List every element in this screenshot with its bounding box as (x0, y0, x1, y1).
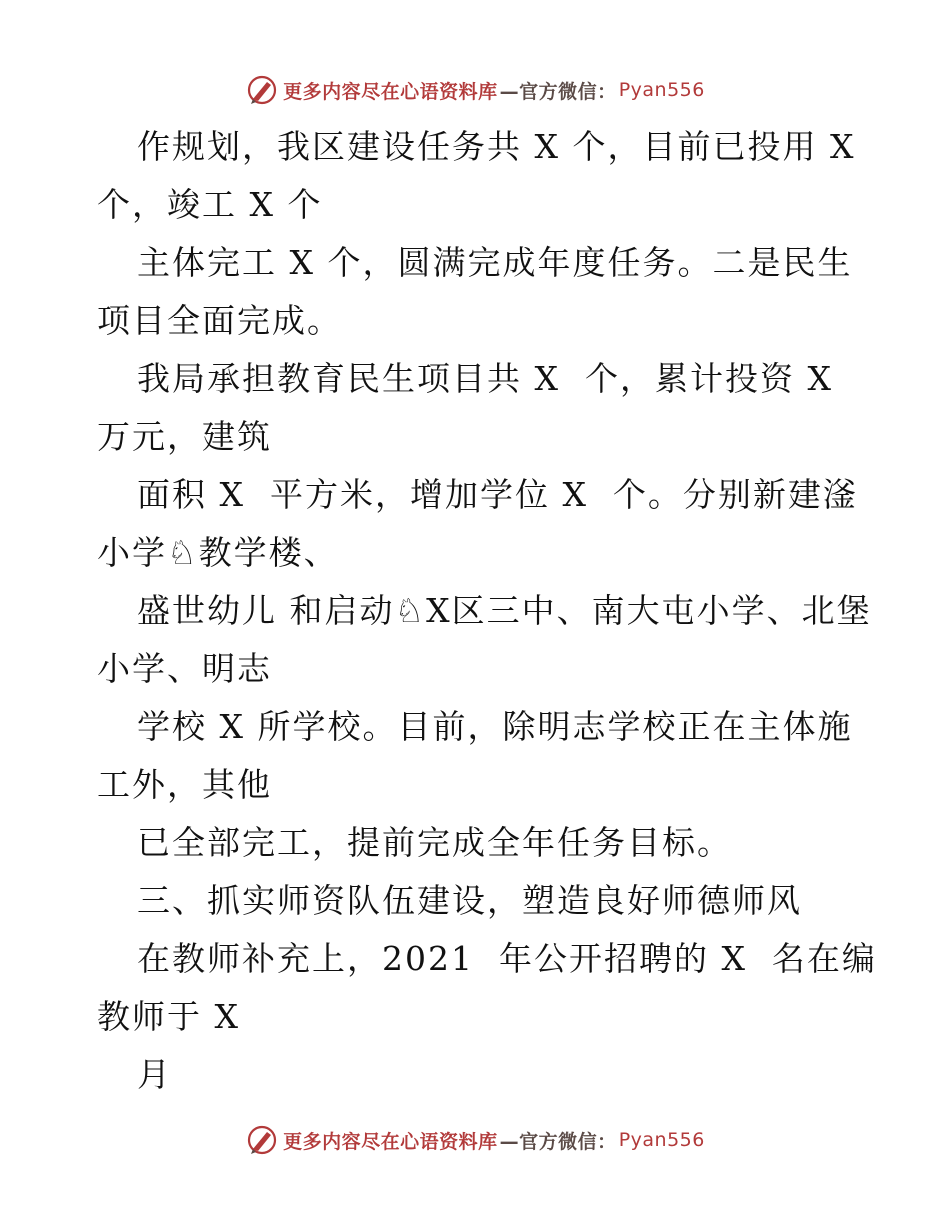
text-line: 学校 X 所学校。目前，除明志学校正在主体施 (137, 707, 853, 746)
pen-logo-icon (245, 73, 279, 107)
text-line: 我局承担教育民生项目共 X 个，累计投资 X (137, 359, 833, 398)
footer-banner (0, 1120, 950, 1160)
text-line: 已全部完工，提前完成全年任务目标。 (137, 823, 732, 862)
text-line: 月 (137, 1055, 172, 1094)
pen-logo-icon (245, 1123, 279, 1157)
banner-separator: —官方微信： (499, 1130, 617, 1153)
banner-title: 更多内容尽在心语资料库 (283, 80, 498, 103)
text-line: 小学♘教学楼、 (97, 533, 339, 572)
banner-wechat-id: Pyan556 (618, 79, 705, 101)
text-line: 工外，其他 (97, 765, 272, 804)
text-line: 盛世幼儿 和启动♘X区三中、南大屯小学、北堡 (137, 591, 872, 630)
banner-wechat-id: Pyan556 (618, 1129, 705, 1151)
header-banner (0, 70, 950, 110)
text-line: 面积 X 平方米，增加学位 X 个。分别新建滏 (137, 475, 858, 514)
text-line: 在教师补充上，2021 年公开招聘的 X 名在编 (137, 939, 877, 978)
banner-separator: —官方微信： (499, 80, 617, 103)
text-line: 项目全面完成。 (97, 301, 342, 340)
text-line: 万元，建筑 (97, 417, 272, 456)
text-line: 主体完工 X 个，圆满完成年度任务。二是民生 (137, 243, 853, 282)
text-line: 作规划，我区建设任务共 X 个，目前已投用 X (137, 127, 856, 166)
text-line: 小学、明志 (97, 649, 272, 688)
text-line: 三、抓实师资队伍建设，塑造良好师德师风 (137, 881, 802, 920)
text-line: 教师于 X (97, 997, 240, 1036)
text-line: 个，竣工 X 个 (97, 185, 323, 224)
document-body (97, 118, 877, 1104)
banner-title: 更多内容尽在心语资料库 (283, 1130, 498, 1153)
